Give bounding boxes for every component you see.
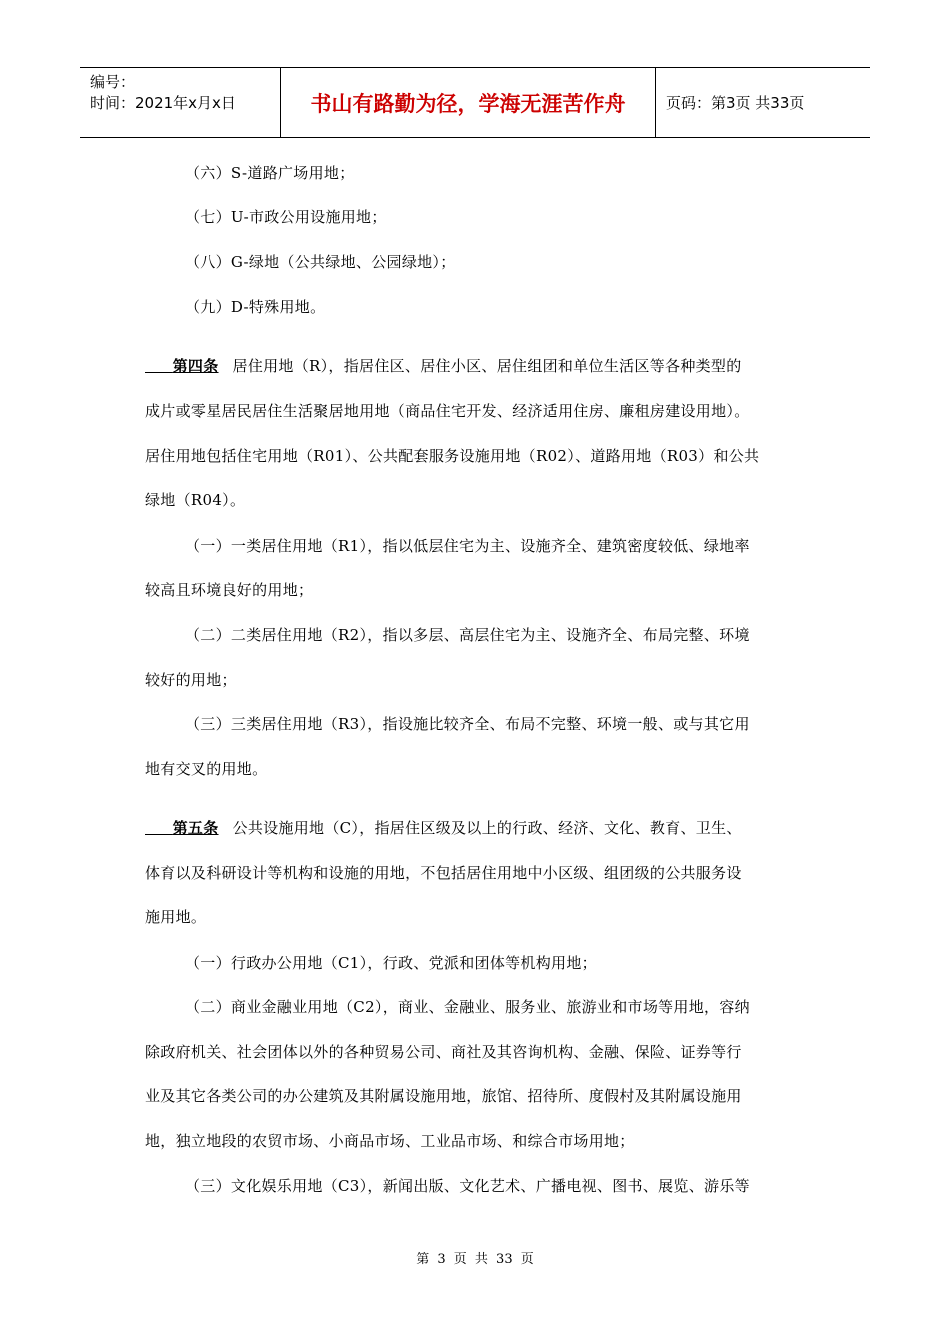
header-motto: 书山有路勤为径，学海无涯苦作舟	[280, 68, 656, 137]
paragraph-line: （二）二类居住用地（R2），指以多层、高层住宅为主、设施齐全、布局完整、环境	[185, 626, 750, 644]
paragraph-line: 除政府机关、社会团体以外的各种贸易公司、商社及其咨询机构、金融、保险、证券等行	[145, 1043, 742, 1061]
header-meta-cell	[80, 68, 280, 137]
paragraph-line: （三）三类居住用地（R3），指设施比较齐全、布局不完整、环境一般、或与其它用	[185, 715, 750, 733]
article-4-text: 居住用地（R），指居住区、居住小区、居住组团和单位生活区等各种类型的	[232, 357, 742, 375]
paragraph-line: 业及其它各类公司的办公建筑及其附属设施用地，旅馆、招待所、度假村及其附属设施用	[145, 1087, 742, 1105]
article-5-heading: 第五条	[172, 819, 219, 837]
list-item: （九）D-特殊用地。	[185, 298, 326, 316]
header-page-label: 页码：第3页 共33页	[666, 94, 805, 112]
list-item: （六）S-道路广场用地；	[185, 164, 355, 182]
document-time-label: 时间：2021年x月x日	[90, 94, 236, 112]
paragraph-line: 绿地（R04）。	[145, 491, 246, 509]
document-header	[80, 67, 870, 138]
list-item: （八）G-绿地（公共绿地、公园绿地）；	[185, 253, 456, 271]
article-5-line	[145, 817, 742, 838]
article-4-line	[145, 355, 742, 376]
paragraph-line: （三）文化娱乐用地（C3），新闻出版、文化艺术、广播电视、图书、展览、游乐等	[185, 1177, 750, 1195]
list-item: （七）U-市政公用设施用地；	[185, 208, 387, 226]
paragraph-line: 较好的用地；	[145, 671, 237, 689]
paragraph-line: 居住用地包括住宅用地（R01）、公共配套服务设施用地（R02）、道路用地（R03）和公共	[145, 447, 760, 465]
article-4-heading: 第四条	[172, 357, 219, 375]
paragraph-line: 成片或零星居民居住生活聚居地用地（商品住宅开发、经济适用住房、廉租房建设用地）。	[145, 402, 750, 420]
paragraph-line: （二）商业金融业用地（C2），商业、金融业、服务业、旅游业和市场等用地，容纳	[185, 998, 750, 1016]
paragraph-line: 较高且环境良好的用地；	[145, 581, 314, 599]
paragraph-line: 体育以及科研设计等机构和设施的用地，不包括居住用地中小区级、组团级的公共服务设	[145, 864, 742, 882]
paragraph-line: 施用地。	[145, 908, 207, 926]
paragraph-line: （一）一类居住用地（R1），指以低层住宅为主、设施齐全、建筑密度较低、绿地率	[185, 537, 750, 555]
paragraph-line: 地，独立地段的农贸市场、小商品市场、工业品市场、和综合市场用地；	[145, 1132, 635, 1150]
paragraph-line: 地有交叉的用地。	[145, 760, 268, 778]
article-5-text: 公共设施用地（C），指居住区级及以上的行政、经济、文化、教育、卫生、	[232, 819, 742, 837]
page-footer: 第 3 页 共 33 页	[416, 1252, 534, 1267]
document-number-label: 编号：	[90, 73, 136, 91]
paragraph-line: （一）行政办公用地（C1），行政、党派和团体等机构用地；	[185, 954, 597, 972]
